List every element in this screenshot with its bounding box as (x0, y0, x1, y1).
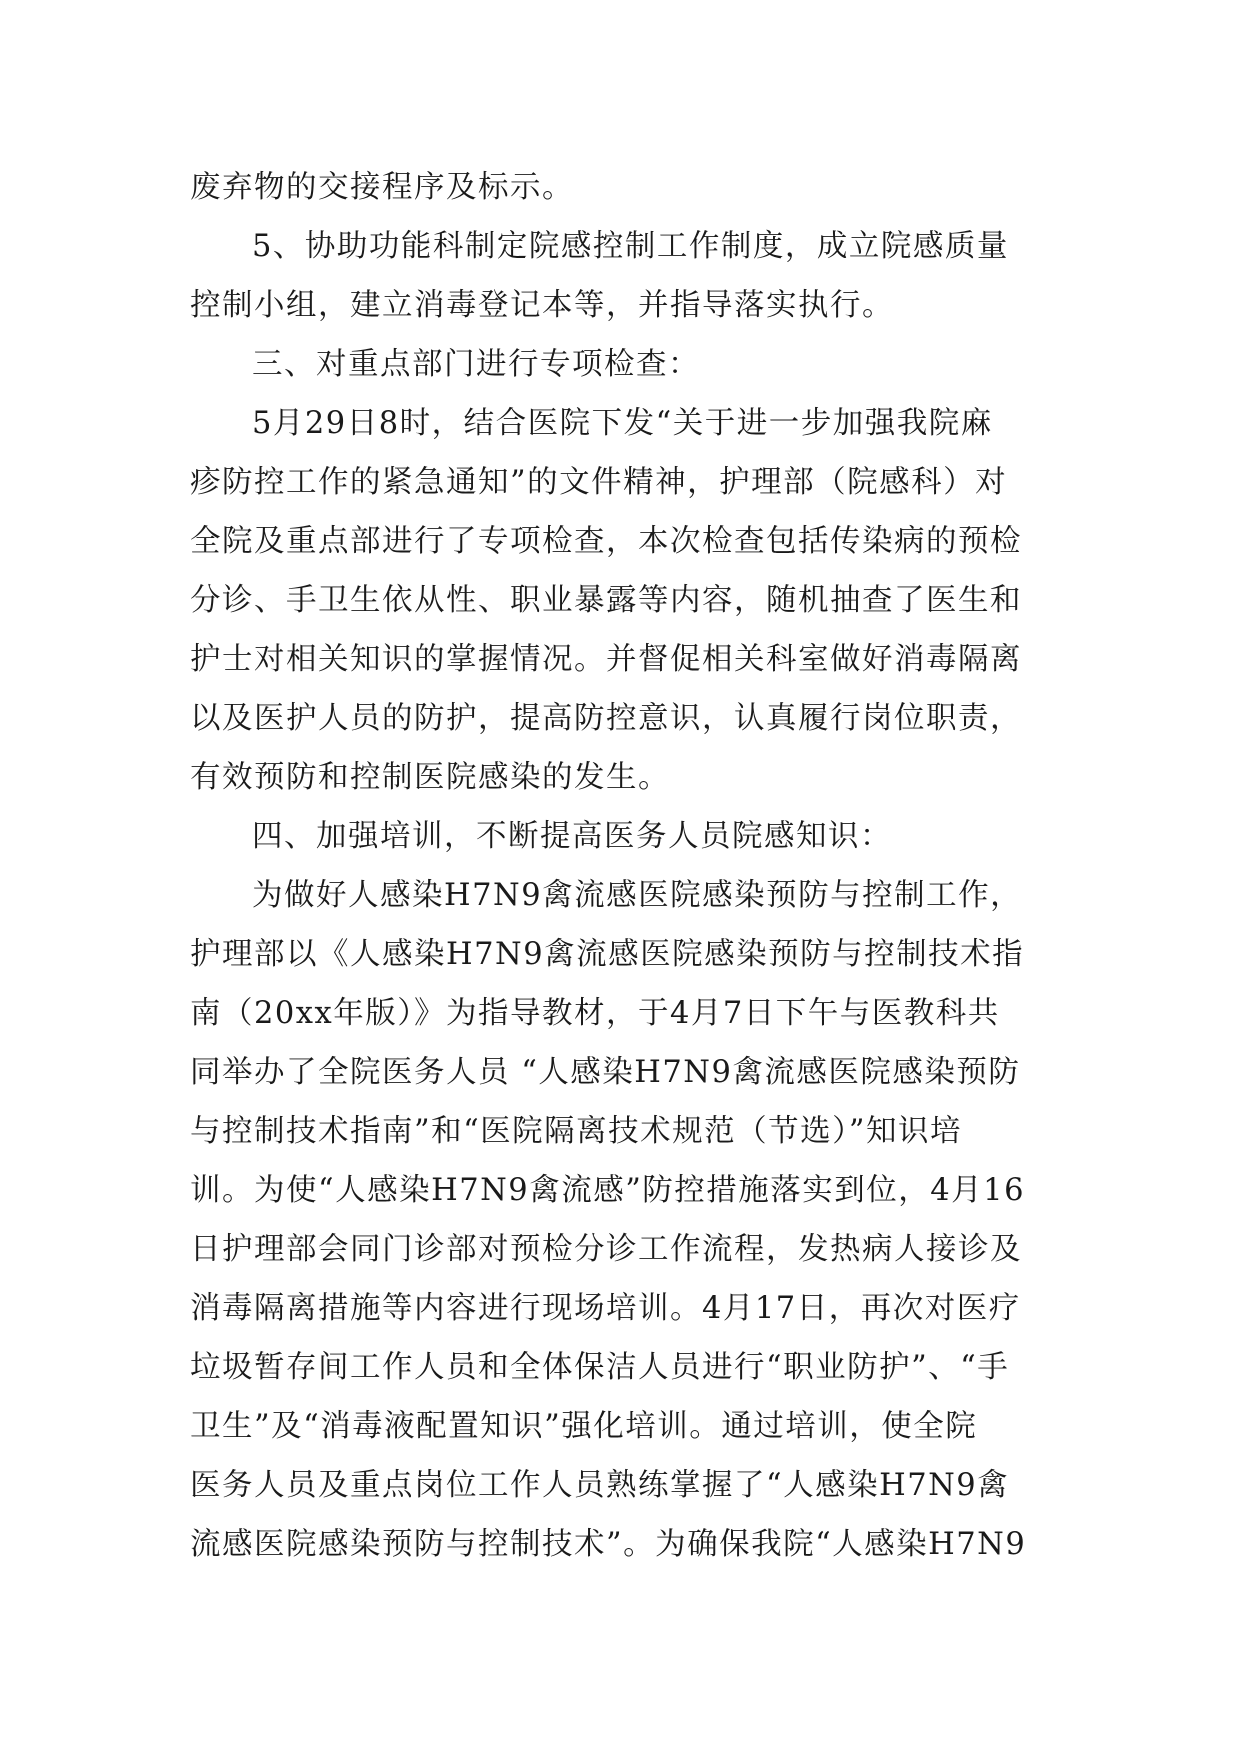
text-line: 护士对相关知识的掌握情况。并督促相关科室做好消毒隔离 (190, 642, 1022, 677)
text-line: 有效预防和控制医院感染的发生。 (190, 760, 670, 795)
text-line: 卫生”及“消毒液配置知识”强化培训。通过培训，使全院 (190, 1409, 978, 1444)
text-line: 四、加强培训，不断提高医务人员院感知识： (252, 819, 892, 854)
text-line: 护理部以《人感染H7N9禽流感医院感染预防与控制技术指 (190, 937, 1025, 972)
text-line: 控制小组，建立消毒登记本等，并指导落实执行。 (190, 288, 894, 323)
text-line: 全院及重点部进行了专项检查，本次检查包括传染病的预检 (190, 524, 1022, 559)
text-line: 南（20xx年版）》为指导教材，于4月7日下午与医教科共 (190, 996, 1000, 1031)
text-line: 医务人员及重点岗位工作人员熟练掌握了“人感染H7N9禽 (190, 1468, 1010, 1503)
text-line: 5、协助功能科制定院感控制工作制度，成立院感质量 (252, 229, 1009, 264)
text-line: 废弃物的交接程序及标示。 (190, 170, 574, 205)
text-line: 训。为使“人感染H7N9禽流感”防控措施落实到位，4月16 (190, 1173, 1025, 1208)
text-line: 5月29日8时，结合医院下发“关于进一步加强我院麻 (252, 406, 993, 441)
text-line: 流感医院感染预防与控制技术”。为确保我院“人感染H7N9 (190, 1527, 1027, 1562)
text-line: 日护理部会同门诊部对预检分诊工作流程，发热病人接诊及 (190, 1232, 1022, 1267)
text-line: 与控制技术指南”和“医院隔离技术规范（节选）”知识培 (190, 1114, 963, 1149)
text-line: 三、对重点部门进行专项检查： (252, 347, 700, 382)
text-line: 以及医护人员的防护，提高防控意识，认真履行岗位职责， (190, 701, 1022, 736)
text-line: 消毒隔离措施等内容进行现场培训。4月17日，再次对医疗 (190, 1291, 1021, 1326)
text-line: 疹防控工作的紧急通知”的文件精神，护理部（院感科）对 (190, 465, 1008, 500)
document-body (190, 158, 1070, 1574)
text-line: 垃圾暂存间工作人员和全体保洁人员进行“职业防护”、“手 (190, 1350, 1010, 1385)
text-line: 同举办了全院医务人员 “人感染H7N9禽流感医院感染预防 (190, 1055, 1021, 1090)
text-line: 分诊、手卫生依从性、职业暴露等内容，随机抽查了医生和 (190, 583, 1022, 618)
text-line: 为做好人感染H7N9禽流感医院感染预防与控制工作， (252, 878, 1023, 913)
